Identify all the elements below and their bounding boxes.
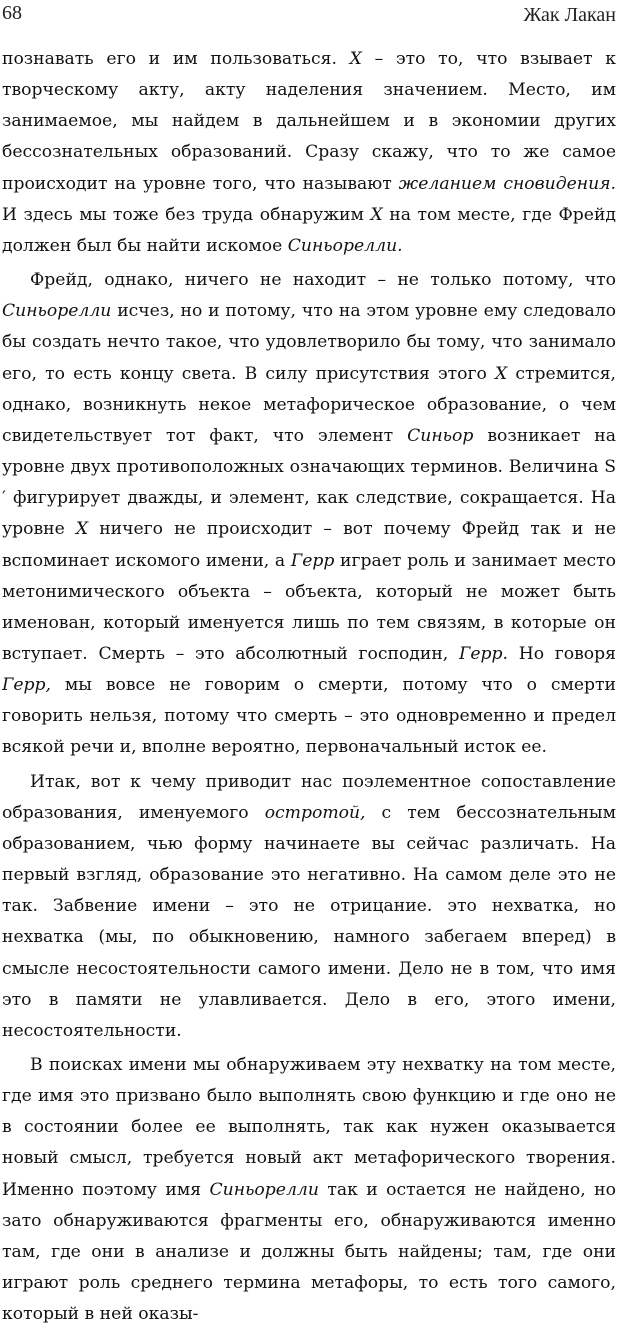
italic-text: Синьор bbox=[407, 425, 474, 446]
body-text bbox=[2, 44, 616, 1330]
italic-text: X bbox=[75, 519, 89, 540]
text-segment: играет роль и занимает место метонимического объекта – объекта, который не может быть именован, который именуется лишь по тем связям, в которые он вступает. Смерть – это абсолютный господин, bbox=[2, 550, 616, 664]
text-segment: И здесь мы тоже без труда обнаружим bbox=[2, 204, 371, 225]
text-segment: мы вовсе не говорим о смерти, потому что о смерти говорить нельзя, потому что смерть – это одновременно и предел всякой речи и, вполне вероятно, первоначальный исток ее. bbox=[2, 675, 616, 758]
text-segment: В поисках имени мы обнаруживаем эту нехватку на том месте, где имя это призвано было выполнять свою функцию и где оно не в состоянии более ее выполнять, так как нужен оказывается новый смысл, требуется новый акт метафорического творения. Именно поэтому имя bbox=[2, 1055, 616, 1200]
page-number: 68 bbox=[2, 2, 22, 24]
italic-text: X bbox=[495, 363, 508, 384]
text-segment: так и остается не найдено, но зато обнаруживаются фрагменты его, обнаруживаются именно там, где они в анализе и должны быть найдены; там, где они играют роль среднего термина метафоры, то есть того самого, который в ней оказы- bbox=[2, 1179, 616, 1325]
text-segment: с тем бессознательным образованием, чью форму начинаете вы сейчас различать. На первый взгляд, образование это негативно. На самом деле это не так. Забвение имени – это не отрицание. это нехватка, но нехватка (мы, по обыкновению, намного забегаем вперед) в смысле несостоятельности самого имени. Дело не в том, что имя это в памяти не улавливается. Дело в его, этого имени, несостоятельности. bbox=[2, 802, 616, 1041]
paragraph bbox=[2, 767, 616, 1047]
italic-text: Герр bbox=[290, 550, 335, 571]
text-segment: ничего не происходит – вот почему Фрейд так и не вспоминает искомого имени, а bbox=[2, 519, 617, 571]
running-title: Жак Лакан bbox=[523, 4, 616, 26]
text-segment: – это то, что взывает к творческому акту, акту наделения значением. Место, им занимаемое, мы найдем в дальнейшем и в экономии других бессознательных образований. Сразу скажу, что то же самое происходит на уровне того, что называют bbox=[2, 49, 616, 194]
paragraph bbox=[2, 1050, 616, 1330]
text-segment: исчез, но и потому, что на этом уровне ему следовало бы создать нечто такое, что удовлетворило бы тому, что занимало его, то есть концу света. В силу присутствия этого bbox=[2, 301, 616, 384]
italic-text: X bbox=[349, 49, 362, 69]
text-segment: возникает на уровне двух противоположных означающих терминов. Величина S ′ фигурирует дважды, и элемент, как следствие, сокращается. На уровне bbox=[2, 425, 617, 540]
text-segment: Итак, вот к чему приводит нас поэлементное сопоставление образования, именуемого bbox=[2, 771, 616, 823]
paragraph bbox=[2, 265, 616, 764]
italic-text: остротой, bbox=[264, 802, 366, 823]
text-segment: на том месте, где Фрейд должен был бы найти искомое bbox=[2, 204, 617, 256]
text-segment: стремится, однако, возникнуть некое метафорическое образование, о чем свидетельствует тот факт, что элемент bbox=[2, 363, 616, 446]
italic-text: Синьорелли bbox=[2, 301, 112, 322]
italic-text: Синьорелли bbox=[209, 1179, 319, 1200]
italic-text: Синьорелли. bbox=[287, 235, 403, 256]
text-segment: Фрейд, однако, ничего не находит – не только потому, что bbox=[30, 270, 616, 291]
italic-text: X bbox=[370, 204, 383, 225]
italic-text: Герр. bbox=[458, 643, 508, 664]
page-header bbox=[0, 0, 620, 36]
paragraph bbox=[2, 44, 616, 262]
italic-text: желанием сновидения. bbox=[398, 173, 616, 194]
italic-text: Герр, bbox=[2, 675, 52, 696]
text-segment: познавать его и им пользоваться. bbox=[2, 49, 350, 69]
text-segment: Но говоря bbox=[508, 643, 616, 664]
